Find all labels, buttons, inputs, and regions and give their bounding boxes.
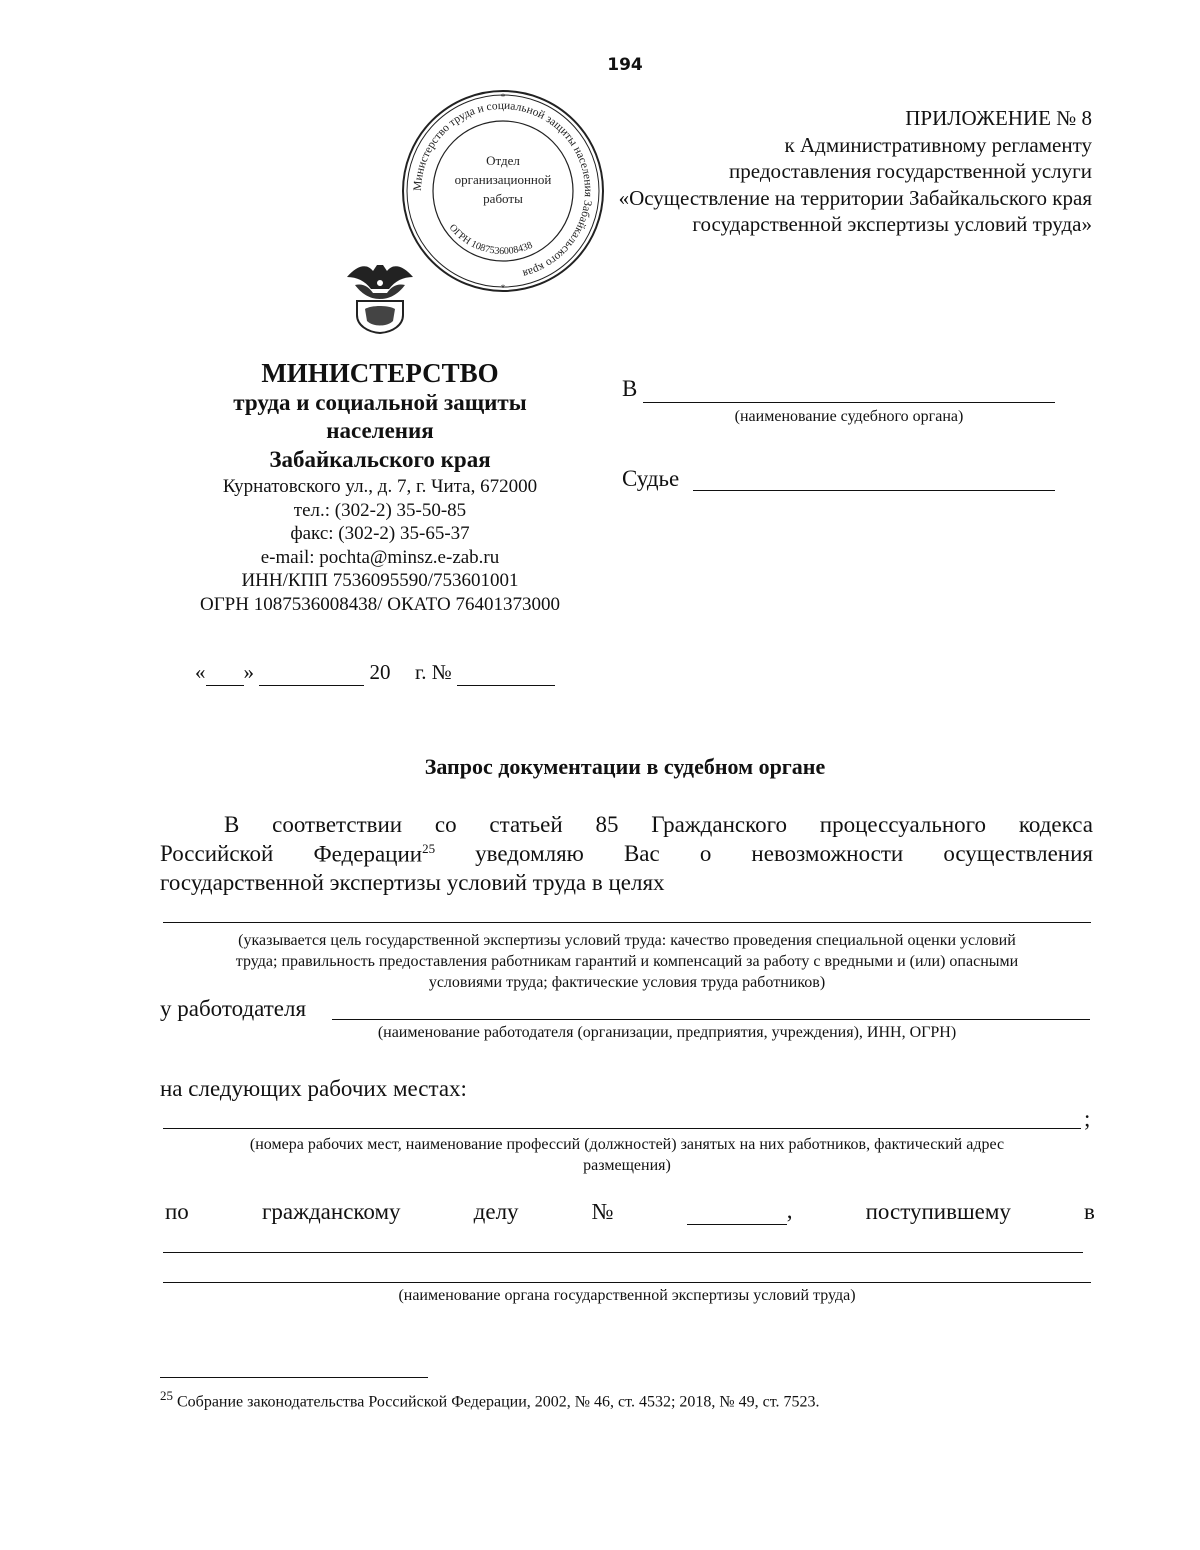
appendix-line-5: государственной экспертизы условий труда» [692, 212, 1092, 236]
employer-caption: (наименование работодателя (организации, предприятия, учреждения), ИНН, ОГРН) [377, 1024, 957, 1041]
svg-text:*: * [500, 283, 506, 293]
recipient-court-line[interactable] [643, 402, 1055, 403]
body-word: 85 [595, 812, 619, 837]
recipient-judge-label: Судье [622, 466, 680, 491]
recipient-to-label: В [622, 376, 638, 401]
footnote [160, 1388, 820, 1411]
body-word: В [224, 812, 240, 837]
stamp-ogrn-text: ОГРН 1087536008438 [446, 222, 535, 258]
body-word: статьей [489, 812, 563, 837]
workplaces-field-line[interactable] [163, 1128, 1081, 1129]
ministry-ogrn: ОГРН 1087536008438/ ОКАТО 76401373000 [199, 593, 561, 615]
case-word: № [591, 1199, 614, 1224]
body-word: невозможности [751, 841, 904, 866]
case-comma: , [786, 1198, 793, 1223]
date-month-field[interactable] [259, 660, 364, 686]
body-word: со [434, 812, 457, 837]
appendix-line-4: «Осуществление на территории Забайкальского края [618, 185, 1092, 210]
page-number: 194 [607, 55, 643, 75]
document-title: Запрос документации в судебном органе [424, 754, 826, 779]
purpose-caption-line-3: условиями труда; фактические условия труда работников) [428, 974, 826, 991]
purpose-field-line[interactable] [163, 922, 1091, 923]
case-word: делу [473, 1199, 519, 1224]
case-word: по [165, 1199, 189, 1224]
employer-field-line[interactable] [332, 1019, 1090, 1020]
civil-case-line [165, 1198, 1095, 1225]
appendix-header [619, 105, 1092, 238]
body-line-2 [160, 841, 1093, 868]
stamp-center-line-2: организационной [454, 172, 552, 187]
purpose-caption [163, 930, 1091, 993]
body-word: Федерации [313, 841, 423, 867]
body-word: Гражданского [651, 812, 787, 837]
appendix-line-3: предоставления государственной услуги [729, 159, 1092, 183]
official-stamp [398, 86, 608, 296]
case-word: поступившему [865, 1199, 1011, 1224]
received-in-field-line[interactable] [163, 1252, 1083, 1253]
ministry-inn: ИНН/КПП 7536095590/753601001 [241, 570, 519, 591]
purpose-caption-line-1: (указывается цель государственной экспертизы условий труда: качество проведения специальной оценки условий [238, 932, 1016, 949]
date-day-field[interactable] [206, 660, 244, 686]
employer-label: у работодателя [160, 996, 307, 1021]
stamp-center-line-3: работы [483, 191, 523, 206]
ministry-fax: факс: (302-2) 35-65-37 [290, 523, 470, 544]
ministry-address: Курнатовского ул., д. 7, г. Чита, 672000 [222, 476, 538, 497]
footnote-mark: 25 [160, 1388, 173, 1403]
ministry-phone: тел.: (302-2) 35-50-85 [293, 499, 467, 521]
workplaces-caption-line-1: (номера рабочих мест, наименование профессий (должностей) занятых на них работников, фактический адрес [249, 1136, 1005, 1153]
body-word: соответствии [272, 812, 403, 837]
body-word: Вас [623, 841, 660, 866]
case-number-field[interactable] [687, 1198, 787, 1225]
ministry-name-line-4: Забайкальского края [269, 447, 491, 472]
date-close-quote: » [243, 660, 254, 684]
workplaces-caption-line-2: размещения) [583, 1157, 671, 1174]
body-word: уведомляю [475, 841, 584, 866]
workplaces-label: на следующих рабочих местах: [160, 1076, 467, 1101]
recipient-court-caption: (наименование судебного органа) [734, 408, 964, 425]
stamp-center-line-1: Отдел [486, 153, 520, 168]
ministry-name-line-1: МИНИСТЕРСТВО [261, 358, 499, 388]
ministry-name-line-2: труда и социальной защиты [233, 390, 527, 415]
coat-of-arms-icon [343, 255, 417, 335]
workplaces-semicolon: ; [1084, 1106, 1091, 1131]
purpose-caption-line-2: труда; правильность предоставления работникам гарантий и компенсаций за работу с вредными и (или) опасными [235, 953, 1019, 970]
ministry-name-line-3: населения [326, 418, 434, 443]
svg-text:*: * [500, 92, 506, 102]
appendix-line-1: ПРИЛОЖЕНИЕ № 8 [905, 106, 1092, 130]
body-line-3: государственной экспертизы условий труда в целях [160, 870, 665, 895]
stamp-ring-text: Министерство труда и социальной защиты населения Забайкальского края [411, 99, 595, 280]
footnote-text: Собрание законодательства Российской Федерации, 2002, № 46, ст. 4532; 2018, № 49, ст. 7523. [177, 1393, 820, 1411]
ministry-block [180, 358, 580, 616]
body-word: осуществления [943, 841, 1093, 866]
case-word: гражданскому [261, 1199, 401, 1224]
body-word: Российской [160, 841, 274, 866]
date-year-suffix: г. № [415, 660, 452, 684]
body-word: о [699, 841, 712, 866]
footnote-separator [160, 1377, 428, 1378]
date-open-quote: « [195, 660, 206, 684]
svg-text:ОГРН 1087536008438 [447, 222, 535, 257]
body-word: кодекса [1018, 812, 1093, 837]
organ-field-line[interactable] [163, 1282, 1091, 1283]
date-year-prefix: 20 [369, 660, 391, 684]
appendix-line-2: к Административному регламенту [784, 132, 1092, 157]
body-line-1 [160, 812, 1093, 838]
ministry-email: e-mail: pochta@minsz.e-zab.ru [260, 546, 500, 568]
footnote-ref: 25 [422, 841, 436, 856]
recipient-judge-line[interactable] [693, 490, 1055, 491]
date-number-line [195, 660, 555, 686]
case-word: в [1084, 1199, 1095, 1224]
workplaces-caption [163, 1134, 1091, 1176]
organ-caption: (наименование органа государственной экспертизы условий труда) [398, 1287, 856, 1304]
document-number-field[interactable] [457, 660, 555, 686]
body-word: процессуального [819, 812, 987, 837]
